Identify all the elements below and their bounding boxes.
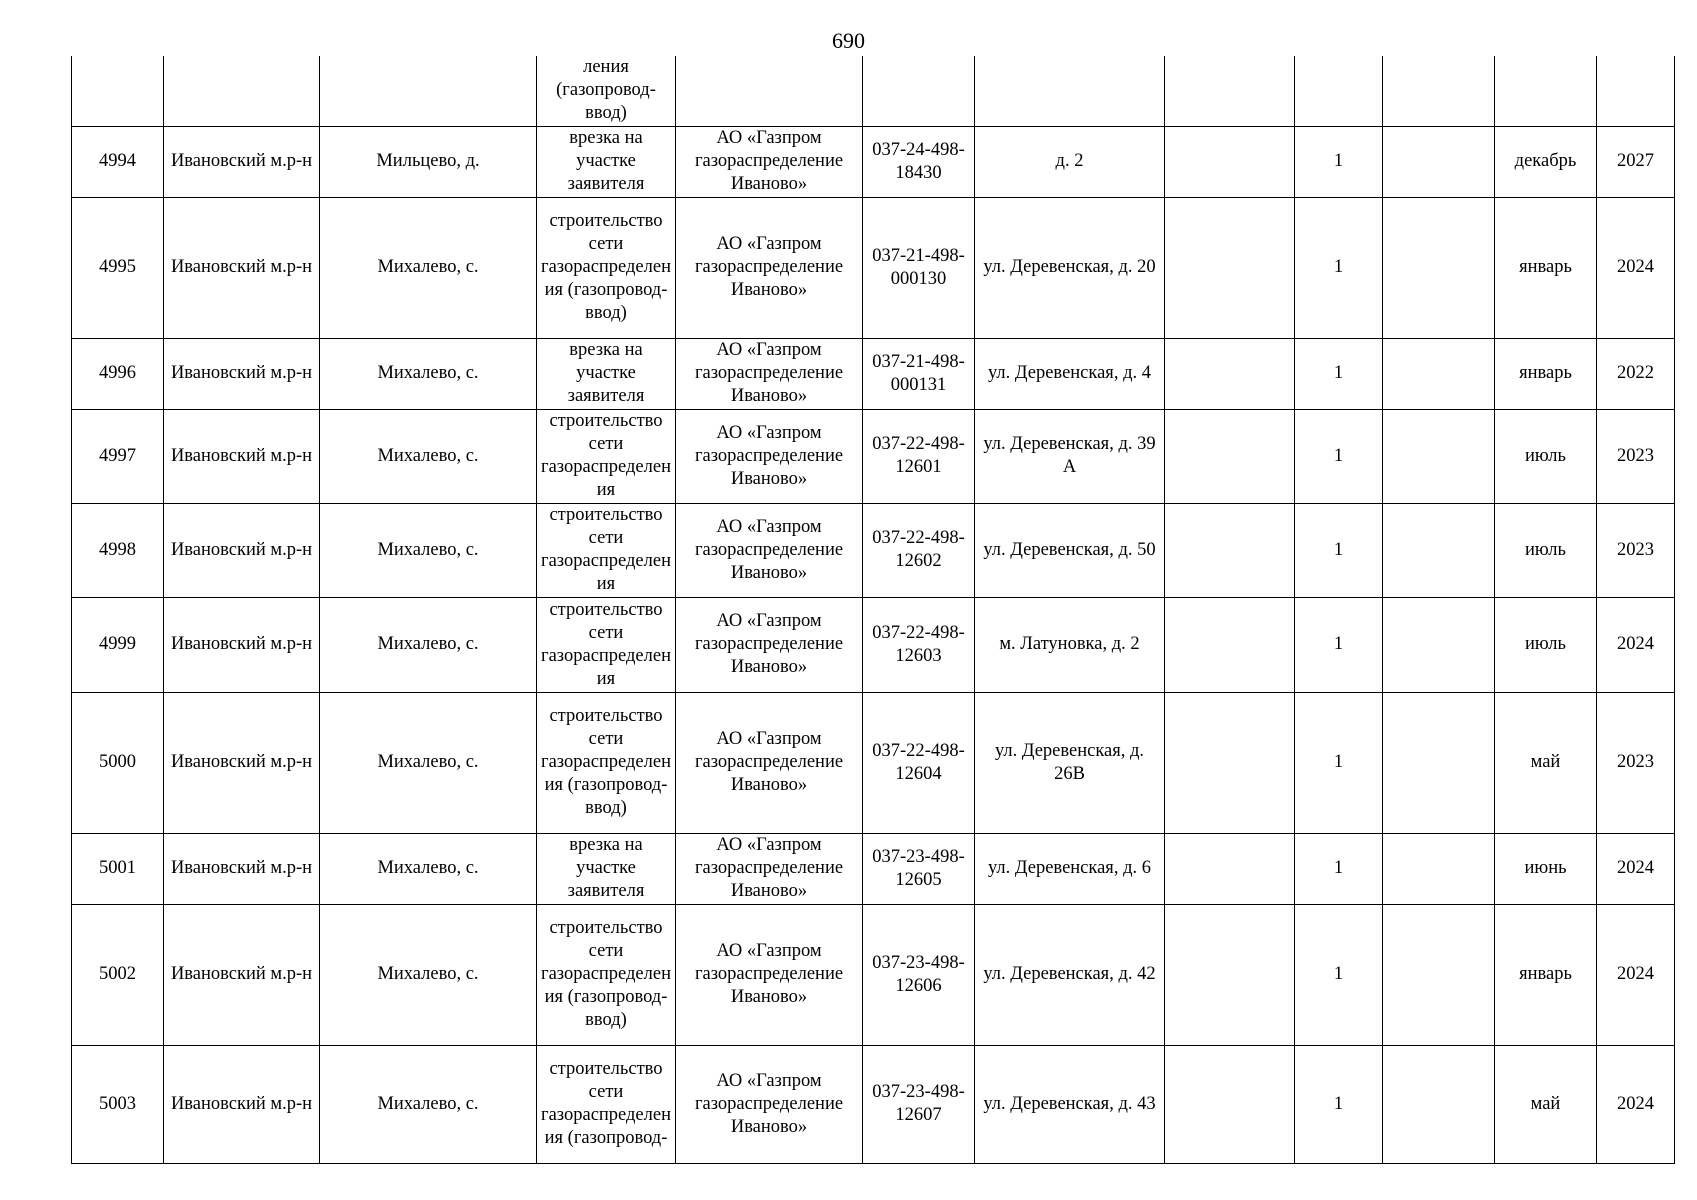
cell-col10 [1383,597,1495,692]
cell-num: 5000 [72,692,164,833]
cell-qty: 1 [1295,597,1383,692]
cell-org: АО «Газпром газораспределение Иваново» [676,126,863,197]
cell-app-number: 037-23-498-12606 [863,904,975,1045]
cell-month: май [1495,692,1597,833]
cell-work-type: врезка на участке заявителя [537,338,676,409]
cell-locality: Мильцево, д. [320,126,537,197]
cell-year: 2024 [1597,597,1675,692]
cell-district: Ивановский м.р-н [164,1045,320,1163]
cell-num: 5003 [72,1045,164,1163]
cell-work-type: ления (газопровод- ввод) [537,56,676,126]
cell-year: 2023 [1597,692,1675,833]
cell-qty: 1 [1295,503,1383,597]
cell-col10 [1383,503,1495,597]
cell-district: Ивановский м.р-н [164,833,320,904]
gas-connection-table [71,56,1675,1164]
table-row [72,503,1675,597]
cell-district: Ивановский м.р-н [164,503,320,597]
cell-col10 [1383,126,1495,197]
table-body [72,56,1675,1163]
cell-qty: 1 [1295,1045,1383,1163]
cell-work-type: строительство сети газораспределения [537,597,676,692]
table-row [72,197,1675,338]
page-number: 690 [832,28,865,53]
cell-qty [1295,56,1383,126]
cell-district: Ивановский м.р-н [164,597,320,692]
cell-num [72,56,164,126]
cell-col8 [1165,597,1295,692]
cell-qty: 1 [1295,409,1383,503]
cell-org: АО «Газпром газораспределение Иваново» [676,409,863,503]
cell-month: июль [1495,503,1597,597]
cell-org: АО «Газпром газораспределение Иваново» [676,197,863,338]
cell-year: 2023 [1597,409,1675,503]
cell-year: 2024 [1597,833,1675,904]
cell-year: 2024 [1597,197,1675,338]
cell-district: Ивановский м.р-н [164,197,320,338]
cell-month: май [1495,1045,1597,1163]
cell-org: АО «Газпром газораспределение Иваново» [676,338,863,409]
cell-col10 [1383,409,1495,503]
cell-app-number: 037-24-498-18430 [863,126,975,197]
cell-district: Ивановский м.р-н [164,409,320,503]
cell-address: д. 2 [975,126,1165,197]
cell-month: июль [1495,409,1597,503]
cell-month: июль [1495,597,1597,692]
cell-app-number: 037-23-498-12605 [863,833,975,904]
cell-qty: 1 [1295,904,1383,1045]
cell-locality: Михалево, с. [320,692,537,833]
cell-col8 [1165,409,1295,503]
cell-locality: Михалево, с. [320,197,537,338]
cell-num: 4998 [72,503,164,597]
cell-app-number: 037-22-498-12602 [863,503,975,597]
cell-address: ул. Деревенская, д. 6 [975,833,1165,904]
table-row [72,833,1675,904]
cell-work-type: строительство сети газораспределения (газопровод-ввод) [537,904,676,1045]
cell-address: ул. Деревенская, д. 43 [975,1045,1165,1163]
table-row [72,1045,1675,1163]
cell-org: АО «Газпром газораспределение Иваново» [676,833,863,904]
cell-work-type: строительство сети газораспределения [537,503,676,597]
cell-num: 4997 [72,409,164,503]
cell-col8 [1165,338,1295,409]
cell-num: 5001 [72,833,164,904]
cell-year: 2023 [1597,503,1675,597]
cell-num: 4996 [72,338,164,409]
cell-num: 4999 [72,597,164,692]
cell-address [975,56,1165,126]
cell-district: Ивановский м.р-н [164,338,320,409]
cell-month: январь [1495,197,1597,338]
cell-month [1495,56,1597,126]
cell-col8 [1165,126,1295,197]
table-row [72,338,1675,409]
cell-work-type: строительство сети газораспределения (газопровод-ввод) [537,197,676,338]
cell-qty: 1 [1295,692,1383,833]
cell-address: ул. Деревенская, д. 39 А [975,409,1165,503]
cell-qty: 1 [1295,338,1383,409]
cell-org: АО «Газпром газораспределение Иваново» [676,904,863,1045]
cell-work-type: врезка на участке заявителя [537,126,676,197]
cell-app-number: 037-21-498-000130 [863,197,975,338]
cell-col8 [1165,904,1295,1045]
table-row [72,126,1675,197]
cell-num: 4994 [72,126,164,197]
table-row [72,597,1675,692]
cell-app-number: 037-21-498-000131 [863,338,975,409]
cell-app-number: 037-22-498-12604 [863,692,975,833]
cell-col10 [1383,1045,1495,1163]
cell-org [676,56,863,126]
cell-year: 2022 [1597,338,1675,409]
cell-address: ул. Деревенская, д. 26В [975,692,1165,833]
cell-district [164,56,320,126]
cell-num: 5002 [72,904,164,1045]
cell-locality: Михалево, с. [320,904,537,1045]
cell-work-type: строительство сети газораспределения [537,409,676,503]
cell-locality: Михалево, с. [320,503,537,597]
cell-locality: Михалево, с. [320,409,537,503]
cell-org: АО «Газпром газораспределение Иваново» [676,597,863,692]
continuation-row [72,56,1675,126]
cell-col8 [1165,1045,1295,1163]
table-row [72,692,1675,833]
cell-locality: Михалево, с. [320,597,537,692]
cell-col8 [1165,503,1295,597]
cell-year: 2024 [1597,1045,1675,1163]
cell-app-number [863,56,975,126]
cell-month: июнь [1495,833,1597,904]
cell-month: январь [1495,904,1597,1045]
cell-year [1597,56,1675,126]
cell-address: ул. Деревенская, д. 50 [975,503,1165,597]
cell-qty: 1 [1295,197,1383,338]
cell-locality [320,56,537,126]
table-row [72,904,1675,1045]
cell-address: ул. Деревенская, д. 4 [975,338,1165,409]
cell-col10 [1383,904,1495,1045]
cell-col8 [1165,197,1295,338]
cell-app-number: 037-23-498-12607 [863,1045,975,1163]
cell-work-type: строительство сети газораспределения (газопровод-ввод) [537,692,676,833]
cell-district: Ивановский м.р-н [164,904,320,1045]
cell-col10 [1383,338,1495,409]
cell-work-type: строительство сети газораспределения (газопровод- [537,1045,676,1163]
table-row [72,409,1675,503]
cell-col8 [1165,56,1295,126]
cell-month: декабрь [1495,126,1597,197]
cell-org: АО «Газпром газораспределение Иваново» [676,503,863,597]
cell-year: 2024 [1597,904,1675,1045]
cell-locality: Михалево, с. [320,1045,537,1163]
cell-qty: 1 [1295,833,1383,904]
cell-app-number: 037-22-498-12603 [863,597,975,692]
cell-address: ул. Деревенская, д. 20 [975,197,1165,338]
cell-district: Ивановский м.р-н [164,692,320,833]
cell-col8 [1165,833,1295,904]
cell-col10 [1383,833,1495,904]
cell-district: Ивановский м.р-н [164,126,320,197]
cell-app-number: 037-22-498-12601 [863,409,975,503]
cell-work-type: врезка на участке заявителя [537,833,676,904]
cell-address: ул. Деревенская, д. 42 [975,904,1165,1045]
cell-col10 [1383,197,1495,338]
cell-qty: 1 [1295,126,1383,197]
cell-year: 2027 [1597,126,1675,197]
cell-col10 [1383,692,1495,833]
cell-col8 [1165,692,1295,833]
cell-num: 4995 [72,197,164,338]
cell-month: январь [1495,338,1597,409]
cell-org: АО «Газпром газораспределение Иваново» [676,692,863,833]
cell-locality: Михалево, с. [320,338,537,409]
cell-address: м. Латуновка, д. 2 [975,597,1165,692]
cell-col10 [1383,56,1495,126]
cell-org: АО «Газпром газораспределение Иваново» [676,1045,863,1163]
cell-locality: Михалево, с. [320,833,537,904]
